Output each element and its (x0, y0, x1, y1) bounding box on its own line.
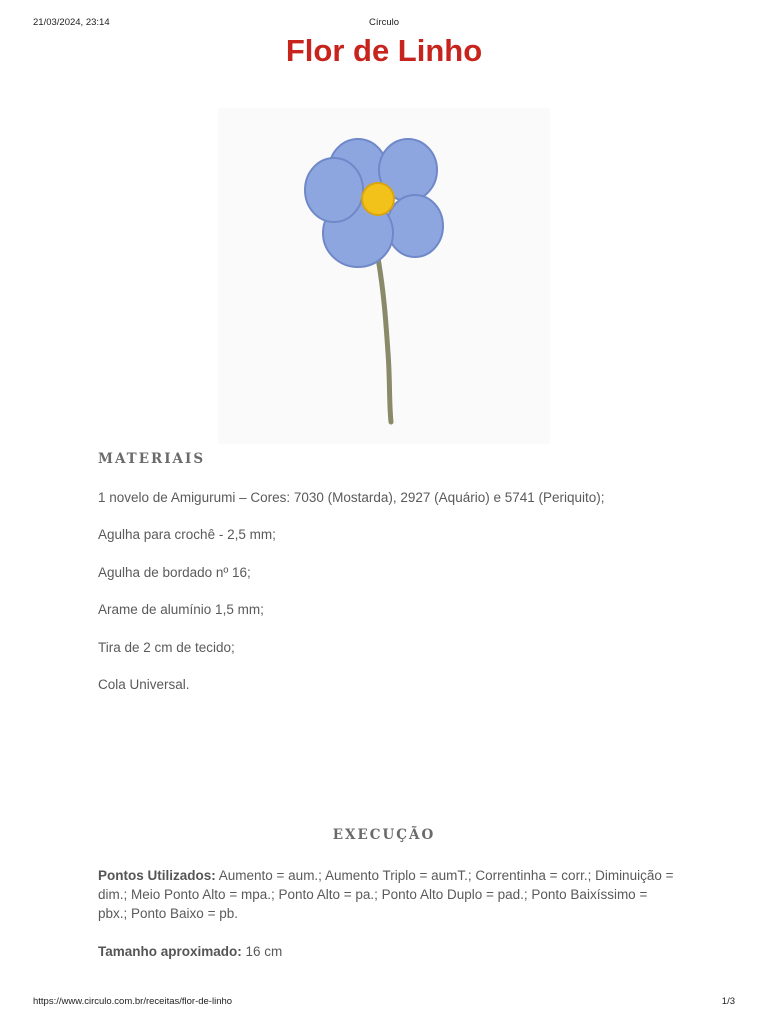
stitches-label: Pontos Utilizados: (98, 868, 216, 883)
print-footer (33, 996, 735, 1010)
page-number: 1/3 (721, 996, 735, 1007)
crochet-flower-illustration (218, 108, 550, 444)
size-paragraph (98, 942, 678, 961)
stitches-paragraph (98, 866, 678, 923)
page-title: Flor de Linho (285, 33, 483, 68)
flower-center (362, 183, 394, 215)
execution-heading: EXECUÇÃO (332, 827, 436, 843)
material-item: Cola Universal. (98, 677, 190, 692)
material-item: Arame de alumínio 1,5 mm; (98, 602, 264, 617)
size-text: 16 cm (241, 944, 283, 959)
flower-photo (218, 108, 550, 444)
print-header (33, 17, 735, 31)
petal-left (305, 158, 363, 222)
material-item: Tira de 2 cm de tecido; (98, 640, 235, 655)
size-label: Tamanho aproximado: (98, 944, 242, 959)
material-item: Agulha para crochê - 2,5 mm; (98, 527, 276, 542)
petal-right (387, 195, 443, 257)
print-date: 21/03/2024, 23:14 (33, 17, 110, 28)
flower-stem (378, 258, 391, 422)
material-item: Agulha de bordado nº 16; (98, 565, 251, 580)
stitches-text: Aumento = aum.; Aumento Triplo = aumT.; Correntinha = corr.; Diminuição = dim.; Meio Ponto Alto = mpa.; Ponto Alto = pa.; Ponto Alto Duplo = pad.; Ponto Baixíssimo = pbx.; Ponto Baixo = pb. (98, 868, 674, 921)
materials-heading: MATERIAIS (98, 451, 206, 467)
material-item: 1 novelo de Amigurumi – Cores: 7030 (Mostarda), 2927 (Aquário) e 5741 (Periquito); (98, 490, 605, 505)
print-url: https://www.circulo.com.br/receitas/flor-de-linho (33, 996, 233, 1007)
print-site-name: Círculo (368, 17, 400, 28)
